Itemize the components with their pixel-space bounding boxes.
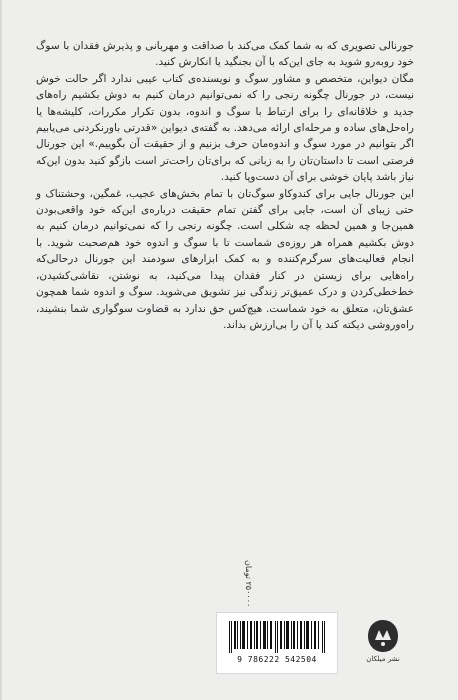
price-label: ۲۵۰۰۰۰ تومان — [244, 560, 253, 608]
blurb-paragraph: این جورنال جایی برای کندوکاو سوگ‌تان با تمام بخش‌های عجیب، غمگین، وحشتناک و حتی زیبای آن است، جایی برای گفتن تمام حقیقت درباره‌ی این‌که خود واقعی‌بودن همین‌جا و همین لحظه چه شکلی است. چگونه رنجی را که نمی‌توانیم درمان کنیم به دوش بکشیم همراه هر روزه‌ی شماست تا با سوگ و اندوه خود هم‌صحبت شوید. با انجام فعالیت‌های سرگرم‌کننده و به کمک ابزارهای سودمند این جورنال درحالی‌که راه‌هایی برای زیستن در کنار فقدان پیدا می‌کنید، به نوشتن، نقاشی‌کشیدن، خط‌خطی‌کردن و درک عمیق‌تر زندگی نیز تشویق می‌شوید. سوگ و اندوه شما همچون عشق‌تان، متعلق به خود شماست. هیچ‌کس حق ندارد به قضاوت سوگواری شما بنشیند، راه‌وروشی دیکته کند یا آن را بی‌ارزش بداند. — [36, 187, 414, 331]
blurb-text — [36, 38, 414, 333]
blurb-paragraph: مگان دیواین، متخصص و مشاور سوگ و نویسنده‌ی کتاب عیبی ندارد اگر حالت خوش نیست، در جورنال چگونه رنجی را که نمی‌توانیم درمان کنیم به دوش بکشیم راه‌های جدید و خلاقانه‌ای را برای ارتباط با سوگ و اندوه، بدون تکرار مکررات، کلیشه‌ها یا راه‌حل‌های ساده و مرحله‌ای ارائه می‌دهد. به گفته‌ی دیواین «قدرتی باورنکردنی می‌یابیم اگر بتوانیم در مورد سوگ و اندوه‌مان حرف بزنیم و از حقیقت آن بگوییم.» این جورنال فرصتی است تا داستان‌تان را به زبانی که برای‌تان راحت‌تر است بازگو کنید بدون این‌که نیاز باشد پایان خوشی برای آن دست‌وپا کنید. — [36, 72, 414, 184]
publisher-name: نشر میلکان — [366, 655, 400, 663]
publisher-logo — [363, 618, 403, 670]
barcode-digits: 9 786222 542504 — [237, 655, 317, 664]
barcode — [216, 612, 338, 674]
publisher-logo-icon — [366, 618, 400, 654]
blurb-paragraph: جورنالی تصویری که به شما کمک می‌کند با صداقت و مهربانی و پذیرش فقدان با سوگ خود روبه‌رو شوید به جای این‌که با آن بجنگید یا انکارش کنید. — [36, 40, 414, 69]
barcode-bars — [227, 621, 327, 653]
